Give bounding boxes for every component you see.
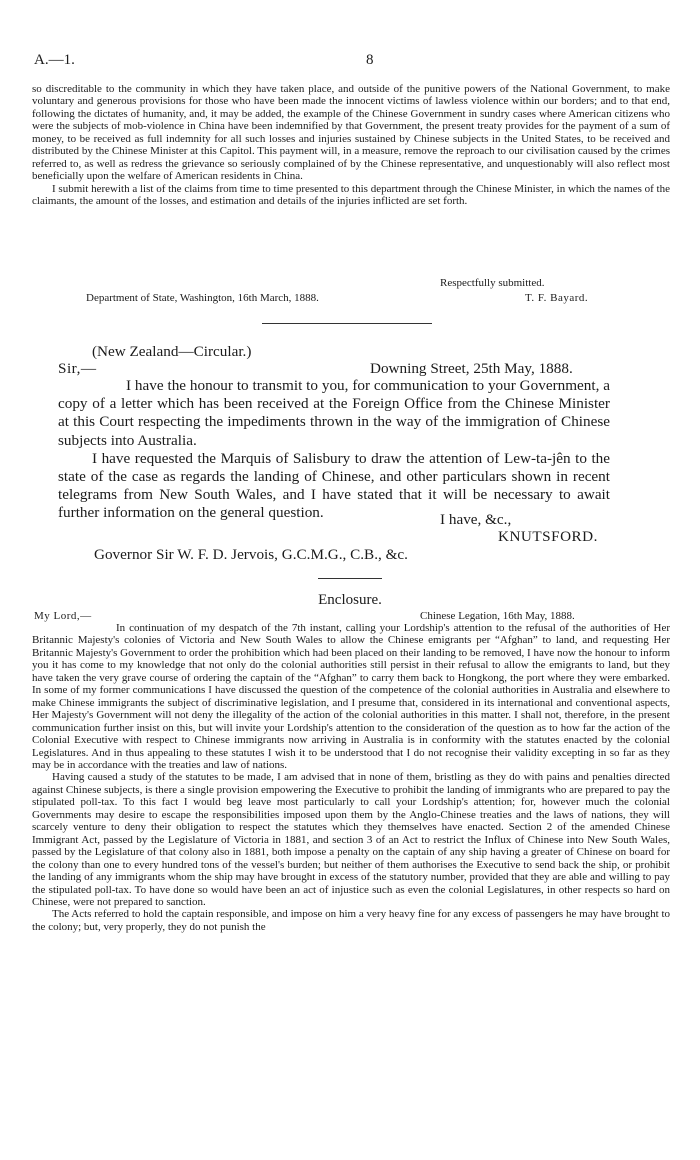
circular-place-date: Downing Street, 25th May, 1888.	[370, 360, 573, 377]
circular-addressee: Governor Sir W. F. D. Jervois, G.C.M.G., C.B., &c.	[94, 546, 408, 563]
enclosure-heading: Enclosure.	[318, 592, 382, 608]
circular-heading: (New Zealand—Circular.)	[92, 343, 252, 360]
report-place-date: Department of State, Washington, 16th March, 1888.	[86, 292, 319, 304]
enclosure-body	[32, 622, 670, 933]
circular-body	[58, 377, 610, 523]
section-divider	[262, 323, 432, 324]
enclosure-place-date: Chinese Legation, 16th May, 1888.	[420, 610, 575, 622]
circular-paragraph: I have requested the Marquis of Salisbury to draw the attention of Lew-ta-jên to the state of the case as regards the landing of Chinese, and other particulars shown in recent telegrams from New South Wales, and I have stated that it will be necessary to await further information on the general question.	[58, 449, 610, 522]
page-number: 8	[366, 52, 374, 68]
report-closing: Respectfully submitted.	[440, 277, 545, 289]
section-divider	[318, 578, 382, 579]
enclosure-paragraph: The Acts referred to hold the captain responsible, and impose on him a very heavy fine for any excess of passengers he may have brought to the colony; but, very properly, they do not punish the	[32, 908, 670, 933]
enclosure-salutation: My Lord,—	[34, 610, 92, 622]
circular-paragraph: I have the honour to transmit to you, for communication to your Government, a copy of a letter which has been received at the Foreign Office from the Chinese Minister at this Court respecting the impediments thrown in the way of the immigration of Chinese subjects into Australia.	[58, 377, 610, 449]
enclosure-paragraph: Having caused a study of the statutes to be made, I am advised that in none of them, bristling as they do with pains and penalties directed against Chinese subjects, is there a single provision empowering the Executive to prohibit the landing of immigrants who are prepared to pay the stipulated poll-tax. To this fact I would beg leave most particularly to call your Lordship's attention; for, however much the colonial Governments may desire to escape the responsibilities imposed upon them by the Anglo-Chinese treaties and the laws of nations, they will scarcely venture to deny their obligation to respect the statutes which they themselves have enacted. Section 2 of the amended Chinese Immigrant Act, passed by the Legislature of Victoria in 1881, and section 3 of an Act to restrict the Influx of Chinese into New South Wales, passed by the Legislature of that colony also in 1881, both impose a penalty on the captain of any ship having a greater of Chinese on board for the colony than one to every hundred tons of the vessel's burden; but neither of them authorises the Executive to send back the ship, or prohibit the landing of any immigrants whom the ship may have brought in excess of the statutory number, provided that they are able and willing to pay the stipulated poll-tax. To have done so would have been an act of injustice such as even the colonial Legislatures, in other respects so hard on Chinese, were not prepared to sanction.	[32, 771, 670, 908]
report-continuation	[32, 83, 670, 208]
circular-salutation: Sir,—	[58, 360, 97, 377]
document-reference: A.—1.	[34, 52, 75, 68]
report-signature: T. F. Bayard.	[525, 292, 589, 304]
page-header	[34, 52, 660, 70]
report-paragraph: so discreditable to the community in which they have taken place, and outside of the punitive powers of the National Government, to make voluntary and generous provisions for those who have been made the innocent victims of lawless violence within our borders; and to that end, following the dictates of humanity, and, it may be added, the example of the Chinese Government in sundry cases where American citizens who were the subjects of mob-violence in China have been indemnified by that Government, the present treaty provides for the payment of a sum of money, to be received as full indemnity for all such losses and injuries sustained by Chinese subjects in the United States, to be received and distributed by the Chinese Minister at this Capitol. This payment will, in a measure, remove the reproach to our civilisation caused by the crimes referred to, as well as redress the grievance so seriously complained of by the Chinese representative, and unquestionably will also reflect most beneficially upon the welfare of American residents in China.	[32, 83, 670, 183]
enclosure-paragraph: In continuation of my despatch of the 7th instant, calling your Lordship's attention to the refusal of the authorities of Her Britannic Majesty's colonies of Victoria and New South Wales to allow the Chinese emigrants per “Afghan” to land, and requesting Her Britannic Majesty's Government to order the prohibition which had been placed on their landing to be removed, I have now the honour to inform you it has come to my knowledge that not only do the colonial authorities still persist in their refusal to allow the emigrants to land, but they have taken the very grave course of ordering the captain of the “Afghan” to carry them back to Hongkong, the port where they were embarked. In some of my former communications I have discussed the question of the competence of the colonial authorities in Australia and elsewhere to make Chinese immigrants the subject of discriminative legislation, and I presume that, considered in its international and conventional aspects, Her Majesty's Government will not deny the illegality of the action of the colonial authorities in this matter. I shall not, therefore, in the present communication further insist on this, but will invite your Lordship's attention to the consideration of the question as to how far the action of the Colonial Executive with respect to Chinese immigrants now arriving in Australia is in conformity with the statutes enacted by the colonial Legislatures. And in thus appealing to these statutes I wish it to be understood that I do not recognise their validity excepting in so far as they may be in accordance with the treaties and law of nations.	[32, 622, 670, 771]
report-paragraph: I submit herewith a list of the claims from time to time presented to this department through the Chinese Minister, in which the names of the claimants, the amount of the losses, and estimation and details of the injuries inflicted are set forth.	[32, 182, 670, 208]
circular-closing: I have, &c.,	[440, 511, 512, 528]
circular-signature: KNUTSFORD.	[498, 528, 598, 545]
